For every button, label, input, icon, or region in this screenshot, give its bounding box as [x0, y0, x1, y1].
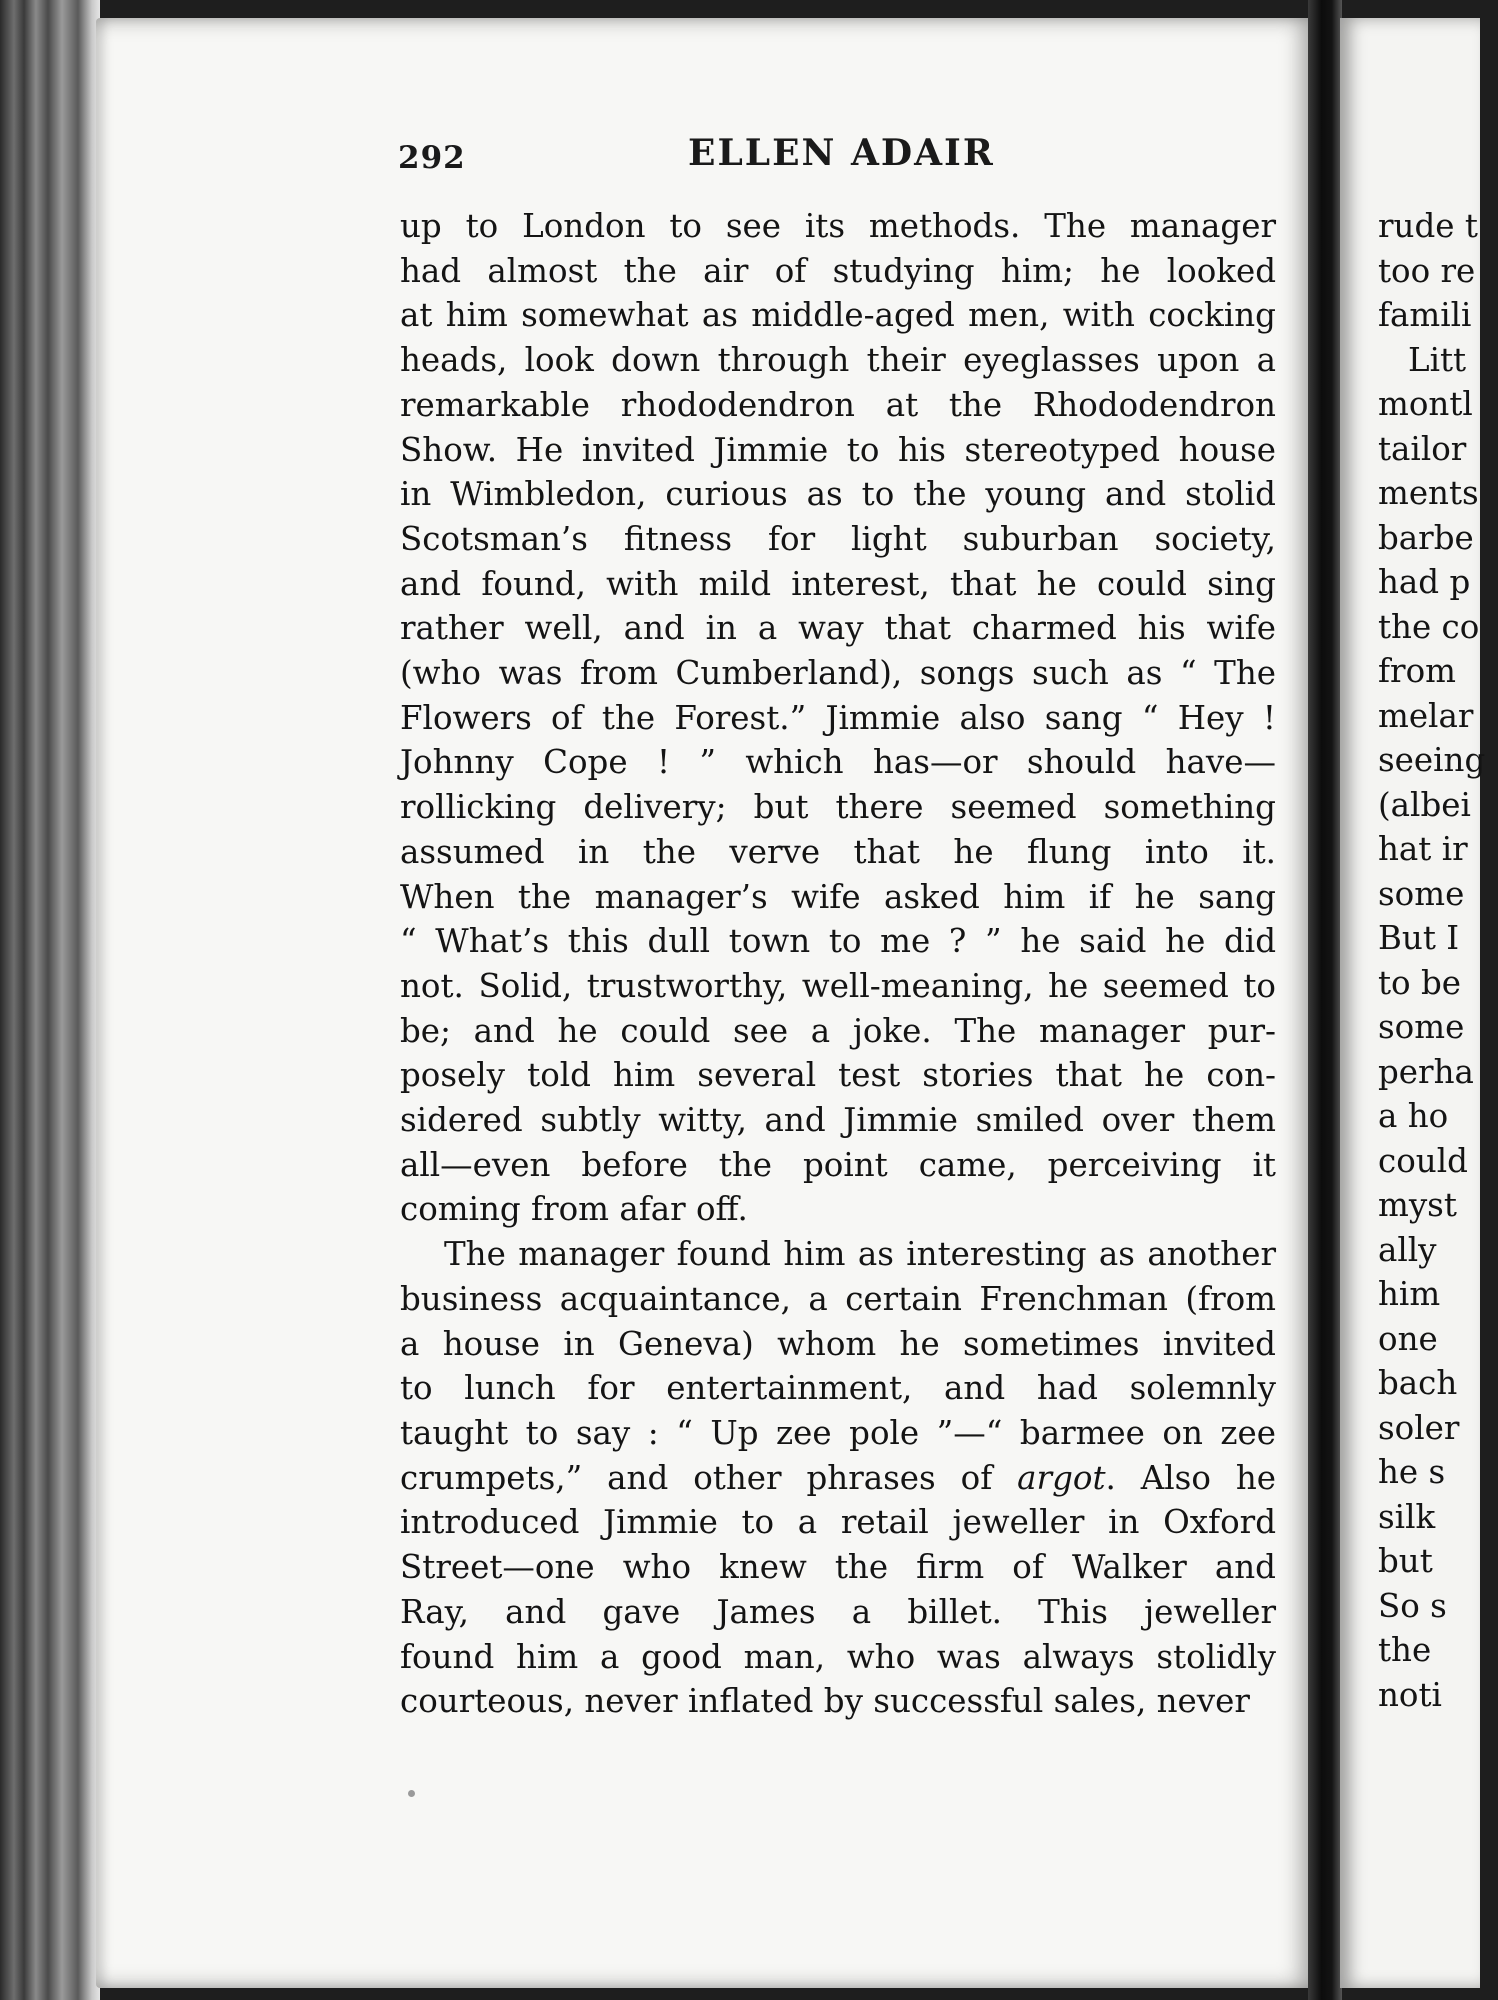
text-line: posely told him several test stories that he con- [400, 1056, 1276, 1095]
right-page-line: bach [1378, 1364, 1458, 1402]
right-page-line: soler [1378, 1408, 1460, 1447]
right-page-line: from [1378, 652, 1456, 690]
text-line: to lunch for entertainment, and had solemnly [400, 1369, 1276, 1408]
text-line: rollicking delivery; but there seemed something [400, 788, 1276, 827]
right-page-line: the co [1378, 607, 1480, 646]
right-page-line: tailor [1378, 429, 1467, 468]
right-page-line: silk [1378, 1497, 1436, 1536]
text-line: coming from afar off. [400, 1190, 748, 1229]
paragraph [400, 1232, 1276, 1724]
text-line: at him somewhat as middle-aged men, with cocking [400, 296, 1276, 335]
right-page-line: to be [1378, 963, 1461, 1002]
running-title: ELLEN ADAIR [688, 132, 995, 174]
right-page-line: So s [1378, 1586, 1447, 1625]
text-line: sidered subtly witty, and Jimmie smiled over them [400, 1101, 1276, 1140]
text-line: had almost the air of studying him; he looked [400, 251, 1276, 290]
paper-speck [408, 1790, 415, 1797]
page-gutter [1308, 0, 1342, 2000]
right-page-line: perha [1378, 1052, 1474, 1091]
text-line: not. Solid, trustworthy, well-meaning, he seemed to [400, 966, 1276, 1005]
italic-word: argot [1017, 1458, 1106, 1497]
text-line: Johnny Cope ! ” which has—or should have— [400, 743, 1276, 782]
text-line: When the manager’s wife asked him if he sang [400, 877, 1276, 916]
text-line: rather well, and in a way that charmed his wife [400, 609, 1276, 648]
right-page-line: had p [1378, 563, 1471, 601]
right-page-line: barbe [1378, 518, 1474, 557]
book-spine-edge [0, 0, 100, 2000]
right-page-line: but [1378, 1542, 1433, 1580]
text-line: Ray, and gave James a billet. This jeweller [400, 1592, 1276, 1631]
text-line: all—even before the point came, perceiving it [400, 1145, 1276, 1184]
right-page-line: seeing [1378, 741, 1486, 779]
right-page-line: melar [1378, 696, 1474, 735]
right-page-line: too re [1378, 251, 1476, 290]
right-page-line: could [1378, 1141, 1468, 1180]
right-page-line: the [1378, 1631, 1432, 1669]
text-line: Scotsman’s fitness for light suburban society, [400, 519, 1276, 558]
text-line: up to London to see its methods. The manager [400, 207, 1276, 245]
right-page-line: some [1378, 874, 1465, 913]
right-page-line: ments [1378, 474, 1479, 512]
text-line: taught to say : “ Up zee pole ”—“ barmee on zee [400, 1413, 1276, 1452]
right-page-line: noti [1378, 1675, 1442, 1714]
text-line: introduced Jimmie to a retail jeweller in Oxford [400, 1503, 1276, 1542]
text-line: Flowers of the Forest.” Jimmie also sang “ Hey ! [400, 698, 1276, 737]
text-line: (who was from Cumberland), songs such as “ The [400, 654, 1276, 693]
right-page-line: a ho [1378, 1097, 1449, 1135]
right-page-line: myst [1378, 1186, 1457, 1224]
text-line: remarkable rhododendron at the Rhododendron [400, 385, 1276, 424]
right-page-text [1378, 204, 1498, 1717]
text-line: heads, look down through their eyeglasses upon a [400, 341, 1276, 380]
right-page-line: But I [1378, 919, 1460, 957]
text-line: in Wimbledon, curious as to the young and stolid [400, 475, 1276, 514]
text-line: be; and he could see a joke. The manager pur- [400, 1011, 1276, 1050]
text-line: crumpets,” and other phrases of argot. Also he [400, 1458, 1276, 1497]
text-line: The manager found him as interesting as another [444, 1235, 1276, 1274]
page-number: 292 [398, 140, 466, 176]
right-page-line: hat ir [1378, 830, 1468, 868]
right-page-line: (albei [1378, 785, 1471, 824]
text-line: found him a good man, who was always stolidly [400, 1637, 1276, 1676]
text-line: courteous, never inflated by successful sales, never [400, 1682, 1250, 1721]
text-line: Street—one who knew the firm of Walker and [400, 1548, 1276, 1587]
text-line: Show. He invited Jimmie to his stereotyped house [400, 430, 1276, 469]
text-line: assumed in the verve that he flung into it. [400, 832, 1276, 871]
right-page-line: he s [1378, 1453, 1446, 1491]
right-page-line: some [1378, 1008, 1465, 1046]
right-page-line: Litt [1408, 340, 1467, 379]
right-page-line: montl [1378, 385, 1473, 423]
text-line: and found, with mild interest, that he could sing [400, 564, 1276, 603]
right-page-line: ally [1378, 1230, 1437, 1269]
right-page-line: famili [1378, 296, 1472, 334]
text-line: “ What’s this dull town to me ? ” he said he did [400, 922, 1276, 961]
right-page-line: one [1378, 1319, 1438, 1358]
body-text [400, 204, 1276, 1724]
page-header [398, 132, 1008, 182]
text-line: business acquaintance, a certain Frenchman (from [400, 1279, 1276, 1318]
paragraph [400, 204, 1276, 1232]
text-line: a house in Geneva) whom he sometimes invited [400, 1324, 1276, 1363]
right-page-line: rude t [1378, 207, 1478, 245]
right-page-line: him [1378, 1275, 1441, 1313]
